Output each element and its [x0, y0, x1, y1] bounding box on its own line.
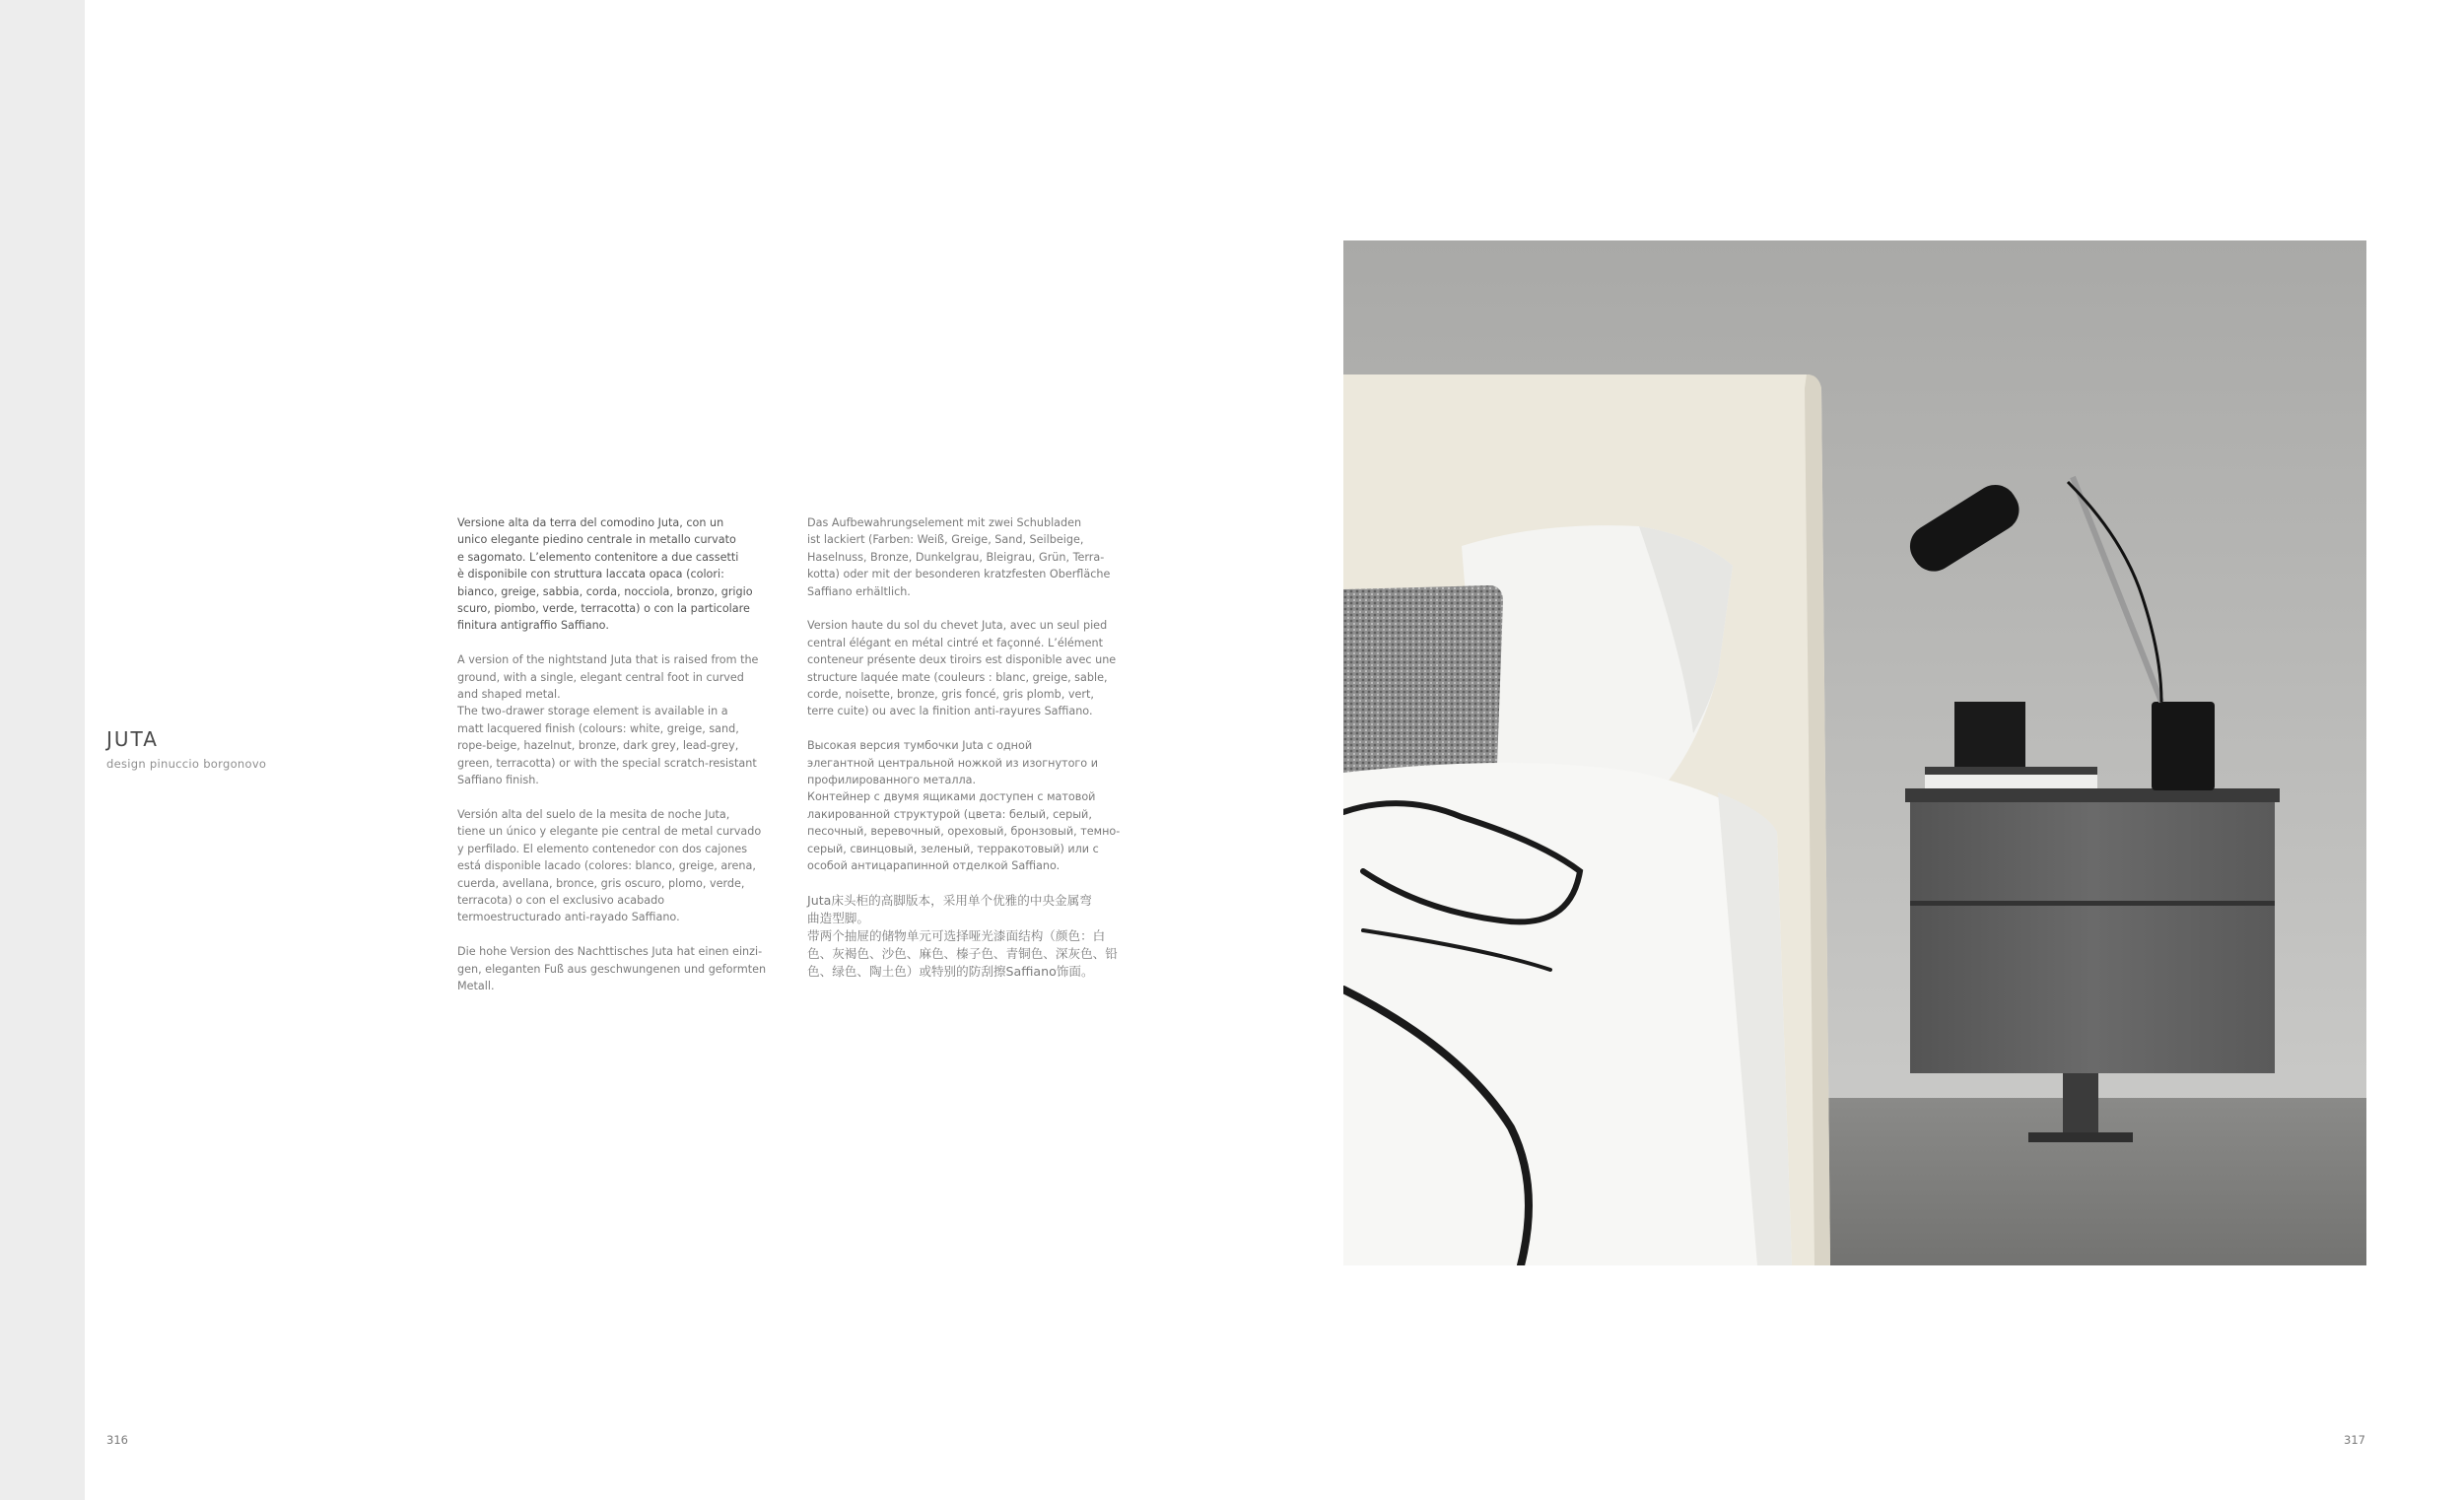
page-number-left: 316: [106, 1433, 128, 1447]
description-german-end: Das Aufbewahrungselement mit zwei Schubladen ist lackiert (Farben: Weiß, Greige, Sand, Seilbeige, Haselnuss, Bronze, Dunkelgrau, Bleigrau, Grün, Terra- kotta) oder mit der besonderen kratzfesten Oberfläche Saffiano erhältlich.: [807, 516, 1111, 598]
text-column-right: [807, 514, 1132, 997]
description-french: Version haute du sol du chevet Juta, avec un seul pied central élégant en métal cintré et façonné. L’élément conteneur présente deux tiroirs est disponible avec une structure laquée mate (couleurs : blanc, greige, sable, corde, noisette, bronze, gris foncé, gris plomb, vert, terre cuite) ou avec la finition anti-rayures Saffiano.: [807, 619, 1117, 718]
knit-pillow: [1343, 585, 1503, 792]
product-title: JUTA: [106, 727, 159, 751]
text-column-left: [457, 514, 783, 1012]
description-chinese: Juta床头柜的高脚版本，采用单个优雅的中央金属弯 曲造型脚。 带两个抽屉的储物单元可选择哑光漆面结构（颜色：白 色、灰褐色、沙色、麻色、榛子色、青铜色、深灰色、铅 色、绿色、陶土色）或特别的防刮擦Saffiano饰面。: [807, 892, 1118, 979]
description-german-start: Die hohe Version des Nachttisches Juta hat einen einzi- gen, eleganten Fuß aus geschwungenen und geformten Metall.: [457, 945, 767, 992]
page-number-right: 317: [2344, 1433, 2365, 1447]
product-photo-illustration: [1343, 240, 2366, 1265]
product-photo: [1343, 240, 2366, 1265]
description-italian: Versione alta da terra del comodino Juta, con un unico elegante piedino centrale in metallo curvato e sagomato. L’elemento contenitore a due cassetti è disponibile con struttura laccata opaca (colori: bianco, greige, sabbia, corda, nocciola, bronzo, grigio scuro, piombo, verde, terracotta) o con la particolare finitura antigraffio Saffiano.: [457, 516, 753, 633]
designer-credit: design pinuccio borgonovo: [106, 757, 267, 771]
description-spanish: Versión alta del suelo de la mesita de noche Juta, tiene un único y elegante pie central de metal curvado y perfilado. El elemento contenedor con dos cajones está disponible lacado (colores: blanco, greige, arena, cuerda, avellana, bronce, gris oscuro, plomo, verde, terracota) o con el exclusivo acabado termoestructurado anti-rayado Saffiano.: [457, 807, 762, 924]
description-english: A version of the nightstand Juta that is raised from the ground, with a single, elegant central foot in curved and shaped metal. The two-drawer storage element is available in a matt lacquered finish (colours: white, greige, sand, rope-beige, hazelnut, bronze, dark grey, lead-grey, green, terracotta) or with the special scratch-resistant Saffiano finish.: [457, 653, 759, 787]
page-edge-strip: [0, 0, 85, 1500]
product-title-block: [106, 727, 266, 771]
description-russian: Высокая версия тумбочки Juta с одной элегантной центральной ножкой из изогнутого и профилированного металла. Контейнер с двумя ящиками доступен с матовой лакированной структурой (цвета: белый, серый, песочный, веревочный, ореховый, бронзовый, темно- серый, свинцовый, зеленый, терракотовый) или с особой антицарапинной отделкой Saffiano.: [807, 739, 1121, 873]
